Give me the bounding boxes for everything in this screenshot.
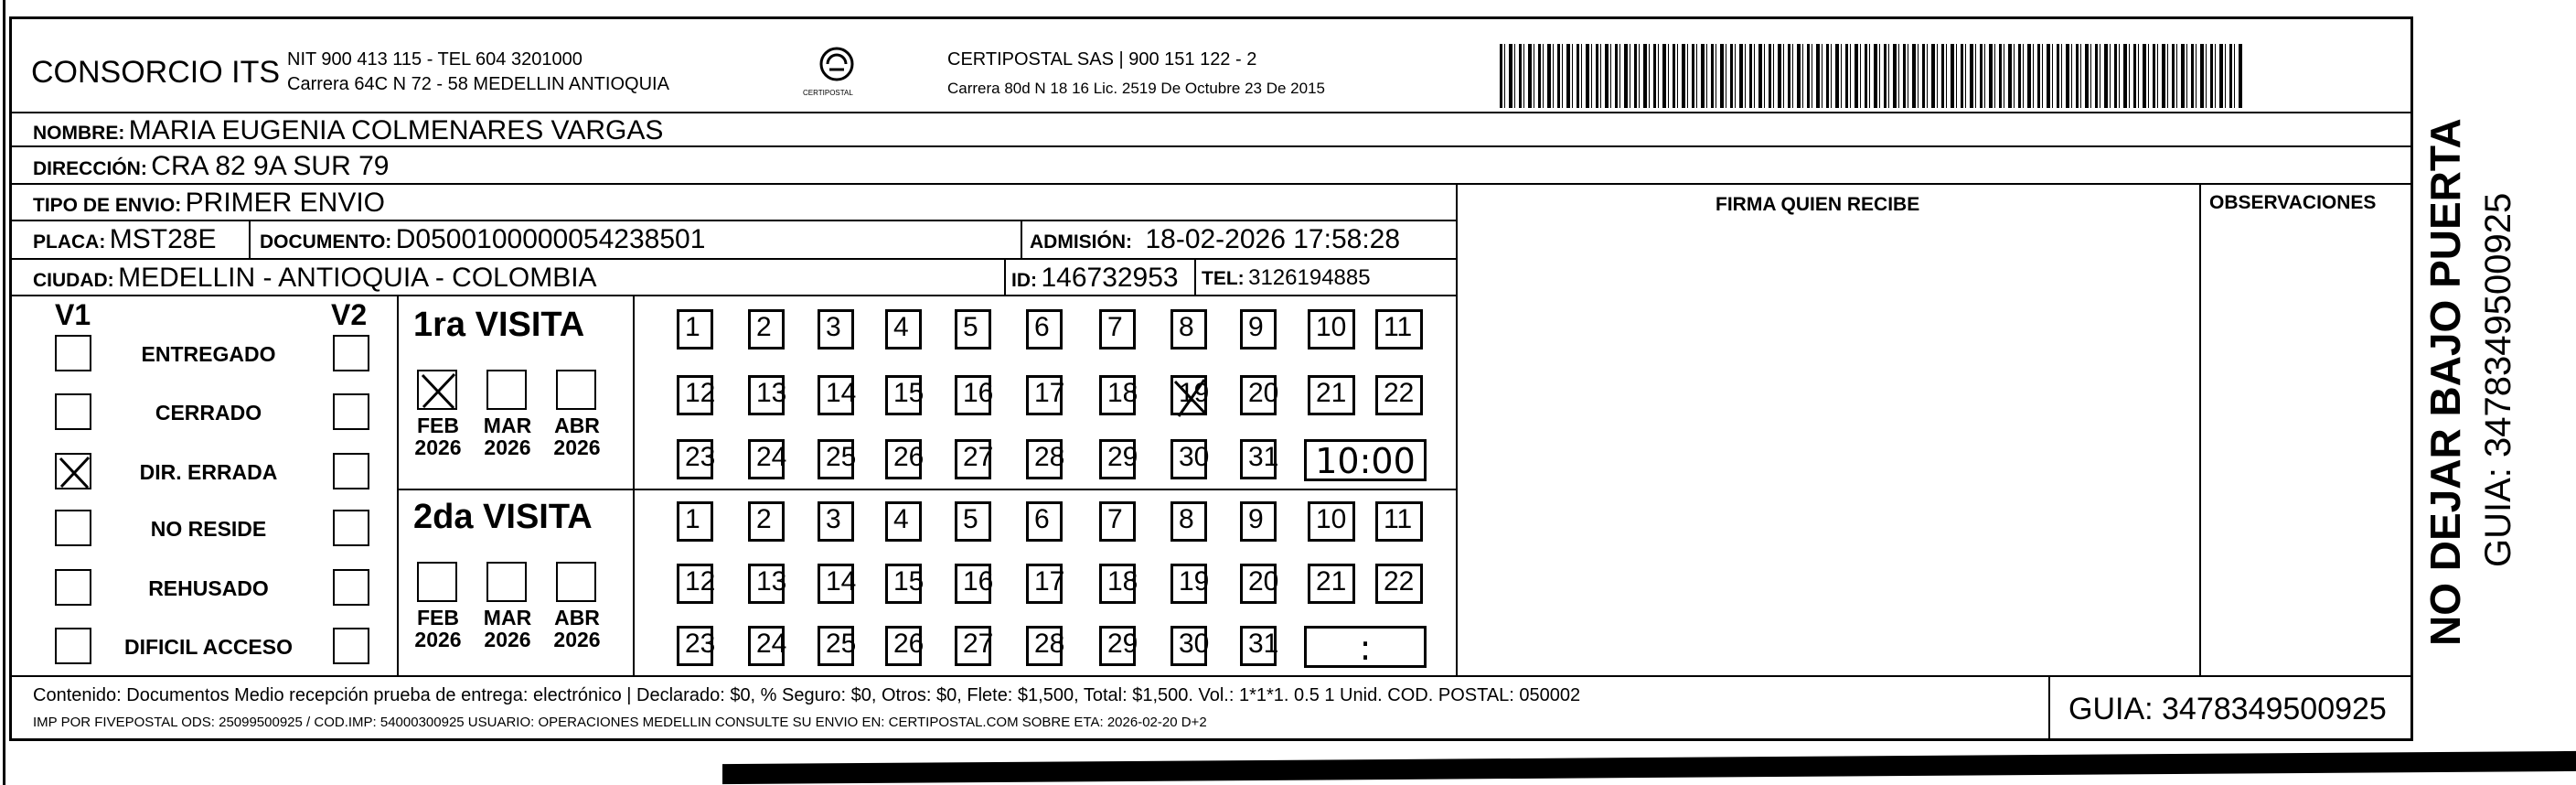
month-label: MAR [483, 606, 532, 629]
left-edge-line [3, 0, 5, 785]
day-number-box[interactable]: 8 [1170, 309, 1207, 349]
check-mark [57, 455, 93, 491]
day-number-box[interactable]: 26 [885, 626, 922, 666]
day-number-box[interactable]: 6 [1026, 309, 1063, 349]
divider [11, 258, 1456, 260]
divider [1021, 220, 1022, 258]
tipo-envio-value: PRIMER ENVIO [185, 188, 386, 218]
day-number-box[interactable]: 31 [1240, 439, 1277, 479]
month-checkbox[interactable] [556, 370, 596, 410]
divider [2199, 183, 2201, 675]
month-label: MAR [483, 414, 532, 437]
year-label: 2026 [553, 436, 601, 459]
tel-field [1202, 267, 1371, 289]
name-field [33, 117, 663, 145]
address-line: Carrera 64C N 72 - 58 MEDELLIN ANTIOQUIA [287, 74, 669, 94]
v1-checkbox[interactable] [55, 569, 91, 606]
day-number-box[interactable]: 4 [885, 501, 922, 542]
address-value: CRA 82 9A SUR 79 [151, 151, 390, 181]
day-number-box[interactable]: 2 [748, 501, 785, 542]
divider [397, 489, 1456, 490]
year-label: 2026 [553, 628, 601, 651]
month-checkbox[interactable] [486, 562, 527, 602]
divider [11, 145, 2411, 147]
day-number-box[interactable]: 25 [818, 626, 854, 666]
ciudad-label: CIUDAD: [33, 270, 114, 291]
month-label: FEB [417, 414, 459, 437]
day-number-box[interactable]: 16 [955, 375, 991, 415]
day-number-box[interactable]: 25 [818, 439, 854, 479]
v1-checkbox[interactable] [55, 628, 91, 664]
divider [11, 183, 2411, 185]
name-value: MARIA EUGENIA COLMENARES VARGAS [128, 115, 664, 145]
day-number-box[interactable]: 23 [677, 439, 713, 479]
month-checkbox[interactable] [486, 370, 527, 410]
day-number-box[interactable]: 18 [1099, 375, 1136, 415]
day-number-box[interactable]: 1 [677, 501, 713, 542]
day-number-box[interactable]: 29 [1099, 626, 1136, 666]
v2-checkbox[interactable] [333, 335, 369, 371]
divider [1004, 258, 1006, 295]
day-number-box[interactable]: 9 [1240, 501, 1277, 542]
documento-value: D0500100000054238501 [395, 224, 706, 254]
day-number-box[interactable]: 16 [955, 564, 991, 604]
day-number-box[interactable]: 21 [1308, 564, 1355, 604]
day-number-box[interactable]: 10 [1308, 501, 1355, 542]
day-number-box[interactable]: 13 [748, 375, 785, 415]
day-number-box[interactable]: 20 [1240, 375, 1277, 415]
day-number-box[interactable]: 15 [885, 564, 922, 604]
day-number-box[interactable]: 8 [1170, 501, 1207, 542]
divider [11, 295, 1456, 296]
v2-checkbox[interactable] [333, 510, 369, 546]
tel-value: 3126194885 [1248, 265, 1371, 290]
admision-field [1030, 226, 1400, 253]
v1-checkbox[interactable] [55, 393, 91, 430]
divider [1456, 183, 1458, 675]
day-number-box[interactable]: 5 [955, 501, 991, 542]
check-mark [419, 371, 459, 412]
nit-line: NIT 900 413 115 - TEL 604 3201000 [287, 49, 583, 70]
v1-label: V1 [55, 298, 91, 331]
placa-value: MST28E [109, 224, 217, 254]
status-option-label: NO RESIDE [150, 517, 267, 541]
divider [11, 675, 2411, 677]
day-number-box[interactable]: 7 [1099, 501, 1136, 542]
year-label: 2026 [484, 436, 531, 459]
day-number-box[interactable]: 1 [677, 309, 713, 349]
year-label: 2026 [414, 628, 462, 651]
month-label: FEB [417, 606, 459, 629]
day-number-box[interactable]: 24 [748, 439, 785, 479]
side-warning: NO DEJAR BAJO PUERTA [2421, 118, 2469, 646]
year-label: 2026 [414, 436, 462, 459]
day-number-box[interactable]: 30 [1170, 439, 1207, 479]
day-number-box[interactable]: 28 [1026, 439, 1063, 479]
day-number-box[interactable]: 23 [677, 626, 713, 666]
day-number-box[interactable]: 20 [1240, 564, 1277, 604]
day-number-box[interactable]: 22 [1375, 564, 1423, 604]
firma-label: FIRMA QUIEN RECIBE [1716, 194, 1920, 215]
day-number-box[interactable]: 17 [1026, 375, 1063, 415]
month-label: ABR [554, 414, 600, 437]
v1-checkbox[interactable] [55, 510, 91, 546]
day-number-box[interactable]: 14 [818, 375, 854, 415]
v2-checkbox[interactable] [333, 628, 369, 664]
tipo-envio-label: TIPO DE ENVIO: [33, 195, 182, 216]
tel-label: TEL: [1202, 268, 1245, 289]
status-option-label: ENTREGADO [141, 342, 276, 366]
day-number-box[interactable]: 13 [748, 564, 785, 604]
v1-checkbox[interactable] [55, 453, 91, 489]
status-option-label: REHUSADO [148, 576, 269, 600]
day-number-box[interactable]: 10 [1308, 309, 1355, 349]
barcode [1500, 44, 2242, 108]
day-number-box[interactable]: 5 [955, 309, 991, 349]
placa-label: PLACA: [33, 231, 106, 253]
footer-guia: GUIA: 3478349500925 [2068, 692, 2387, 726]
day-number-box[interactable]: 6 [1026, 501, 1063, 542]
placa-field [33, 226, 217, 253]
day-number-box[interactable]: 12 [677, 564, 713, 604]
month-checkbox[interactable] [417, 370, 457, 410]
certipostal-line-2: Carrera 80d N 18 16 Lic. 2519 De Octubre 23 De 2015 [947, 80, 1325, 97]
first-visit-time-box[interactable]: 10:00 [1304, 439, 1427, 481]
first-visit-label: 1ra VISITA [413, 306, 585, 344]
id-field [1011, 264, 1179, 292]
day-number-box[interactable]: 21 [1308, 375, 1355, 415]
day-number-box[interactable]: 19 [1170, 564, 1207, 604]
day-number-box[interactable]: 2 [748, 309, 785, 349]
v2-checkbox[interactable] [333, 453, 369, 489]
v2-checkbox[interactable] [333, 569, 369, 606]
month-checkbox[interactable] [556, 562, 596, 602]
second-visit-time-box[interactable]: : [1304, 626, 1427, 668]
company-name: CONSORCIO ITS [31, 55, 281, 90]
day-number-box[interactable]: 15 [885, 375, 922, 415]
day-number-box[interactable]: 3 [818, 501, 854, 542]
contenido-text: Contenido: Documentos Medio recepción prueba de entrega: electrónico | Declarado: $0, % Seguro: $0, Otros: $0, Flete: $1,500, Total: $1,500. Vol.: 1*1*1. 0.5 1 Unid. COD. POSTAL: 050002 [33, 685, 1581, 705]
day-number-box[interactable]: 31 [1240, 626, 1277, 666]
day-number-box[interactable]: 26 [885, 439, 922, 479]
day-number-box[interactable]: 3 [818, 309, 854, 349]
v2-label: V2 [331, 298, 368, 331]
certipostal-line-1: CERTIPOSTAL SAS | 900 151 122 - 2 [947, 49, 1257, 70]
bottom-edge-bar [722, 751, 2576, 784]
year-label: 2026 [484, 628, 531, 651]
address-label: DIRECCIÓN: [33, 158, 147, 179]
day-number-box[interactable]: 22 [1375, 375, 1423, 415]
observaciones-label: OBSERVACIONES [2209, 192, 2377, 213]
day-number-box[interactable]: 11 [1375, 501, 1423, 542]
divider [2048, 675, 2050, 741]
divider [1194, 258, 1196, 295]
v1-checkbox[interactable] [55, 335, 91, 371]
imp-text: IMP POR FIVEPOSTAL ODS: 25099500925 / COD.IMP: 54000300925 USUARIO: OPERACIONES MEDELLIN CONSULTE SU ENVIO EN: CERTIPOSTAL.COM SOBRE ETA: 2026-02-20 D+2 [33, 715, 1207, 730]
day-number-box[interactable]: 4 [885, 309, 922, 349]
day-number-box[interactable]: 24 [748, 626, 785, 666]
divider [11, 220, 1456, 221]
month-label: ABR [554, 606, 600, 629]
handwritten-x-mark [1173, 378, 1210, 418]
admision-label: ADMISIÓN: [1030, 231, 1132, 253]
v2-checkbox[interactable] [333, 393, 369, 430]
day-number-box[interactable]: 14 [818, 564, 854, 604]
divider [397, 295, 399, 675]
name-label: NOMBRE: [33, 123, 125, 144]
address-field [33, 153, 389, 180]
day-number-box[interactable]: 29 [1099, 439, 1136, 479]
day-number-box[interactable]: 28 [1026, 626, 1063, 666]
day-number-box[interactable]: 30 [1170, 626, 1207, 666]
day-number-box[interactable]: 17 [1026, 564, 1063, 604]
id-value: 146732953 [1041, 263, 1179, 293]
status-option-label: DIR. ERRADA [139, 460, 278, 484]
month-checkbox[interactable] [417, 562, 457, 602]
admision-value: 18-02-2026 17:58:28 [1145, 224, 1401, 254]
second-visit-label: 2da VISITA [413, 498, 593, 536]
day-number-box[interactable]: 27 [955, 439, 991, 479]
day-number-box[interactable]: 9 [1240, 309, 1277, 349]
status-option-label: DIFICIL ACCESO [123, 635, 293, 659]
ciudad-field [33, 264, 597, 292]
documento-field [260, 226, 705, 253]
id-label: ID: [1011, 270, 1037, 291]
ciudad-value: MEDELLIN - ANTIOQUIA - COLOMBIA [118, 263, 597, 293]
day-number-box[interactable]: 19 [1170, 375, 1207, 415]
divider [249, 220, 251, 258]
day-number-box[interactable]: 27 [955, 626, 991, 666]
status-option-label: CERRADO [155, 401, 262, 425]
day-number-box[interactable]: 7 [1099, 309, 1136, 349]
tipo-envio-field [33, 189, 385, 217]
day-number-box[interactable]: 18 [1099, 564, 1136, 604]
day-number-box[interactable]: 12 [677, 375, 713, 415]
divider [11, 112, 2411, 113]
day-number-box[interactable]: 11 [1375, 309, 1423, 349]
documento-label: DOCUMENTO: [260, 231, 392, 253]
side-guia: GUIA: 3478349500925 [2478, 192, 2518, 567]
logo-text: CERTIPOSTAL [803, 89, 853, 97]
divider [633, 295, 635, 675]
